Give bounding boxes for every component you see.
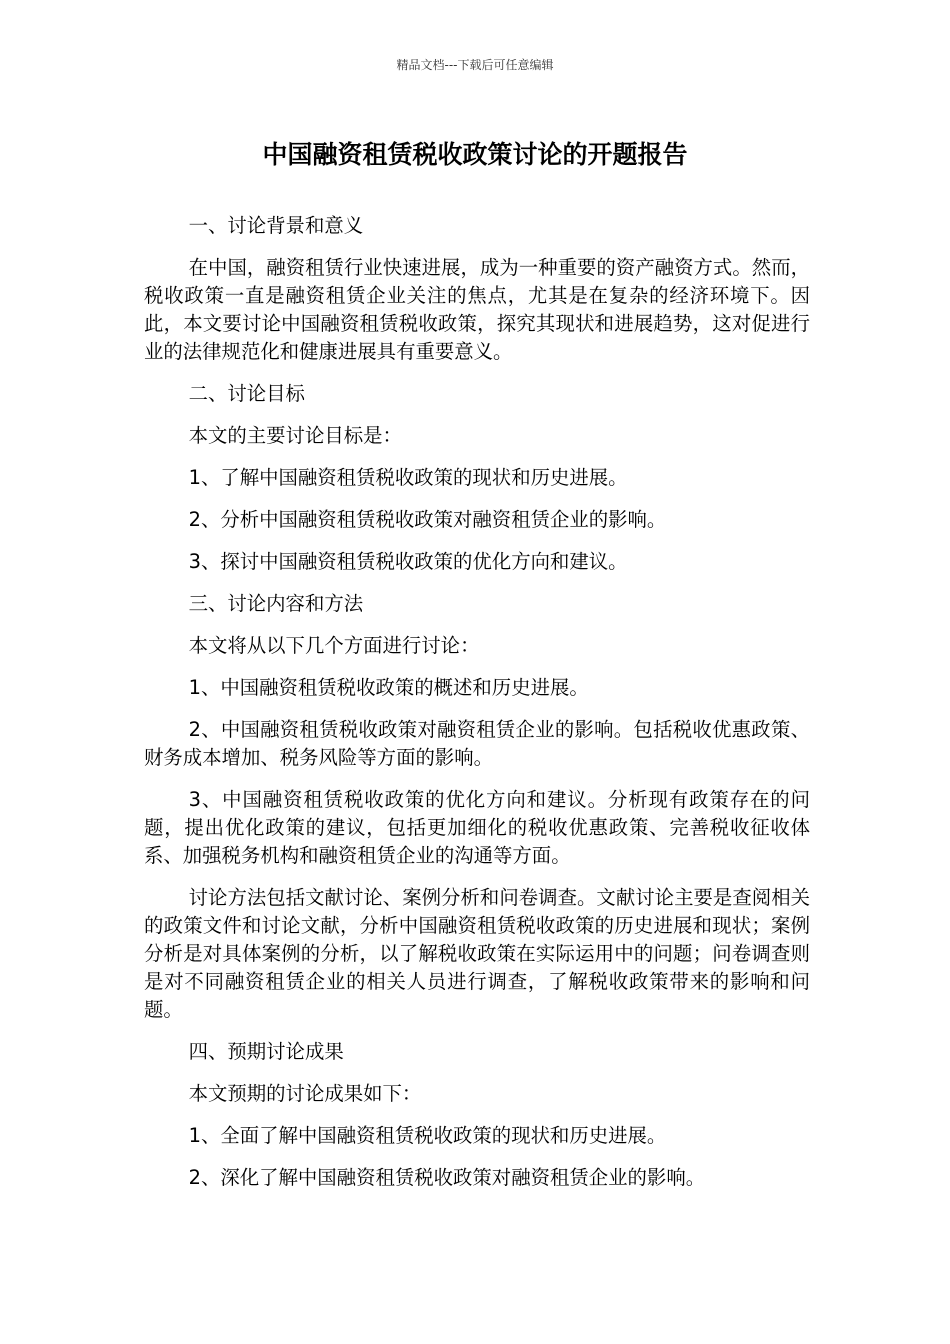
page-header-note: 精品文档---下载后可任意编辑 xyxy=(396,58,554,72)
list-item-goal-3: 3、探讨中国融资租赁税收政策的优化方向和建议。 xyxy=(188,550,628,573)
section-heading-expected-results: 四、预期讨论成果 xyxy=(188,1040,344,1063)
list-item-content-2: 2、中国融资租赁税收政策对融资租赁企业的影响。包括税收优惠政策、财务成本增加、税务风险等方面的影响。 xyxy=(144,718,810,769)
section-heading-background: 一、讨论背景和意义 xyxy=(188,214,364,237)
list-item-goal-2: 2、分析中国融资租赁税收政策对融资租赁企业的影响。 xyxy=(188,508,667,531)
section-heading-content-methods: 三、讨论内容和方法 xyxy=(188,592,364,615)
list-item-content-3: 3、中国融资租赁税收政策的优化方向和建议。分析现有政策存在的问题，提出优化政策的建议，包括更加细化的税收优惠政策、完善税收征收体系、加强税务机构和融资租赁企业的沟通等方面。 xyxy=(144,788,810,867)
list-item-result-1: 1、全面了解中国融资租赁税收政策的现状和历史进展。 xyxy=(188,1124,667,1147)
section-heading-goals: 二、讨论目标 xyxy=(188,382,305,405)
paragraph-results-intro: 本文预期的讨论成果如下： xyxy=(188,1082,422,1105)
paragraph-goals-intro: 本文的主要讨论目标是： xyxy=(188,424,402,447)
list-item-result-2: 2、深化了解中国融资租赁税收政策对融资租赁企业的影响。 xyxy=(188,1166,706,1189)
list-item-goal-1: 1、了解中国融资租赁税收政策的现状和历史进展。 xyxy=(188,466,628,489)
paragraph-methods: 讨论方法包括文献讨论、案例分析和问卷调查。文献讨论主要是查阅相关的政策文件和讨论文献，分析中国融资租赁税收政策的历史进展和现状；案例分析是对具体案例的分析，以了解税收政策在实际运用中的问题；问卷调查则是对不同融资租赁企业的相关人员进行调查，了解税收政策带来的影响和问题。 xyxy=(144,886,810,1021)
document-body xyxy=(144,212,810,1206)
list-item-content-1: 1、中国融资租赁税收政策的概述和历史进展。 xyxy=(188,676,589,699)
document-title: 中国融资租赁税收政策讨论的开题报告 xyxy=(262,140,688,169)
paragraph-background: 在中国，融资租赁行业快速进展，成为一种重要的资产融资方式。然而，税收政策一直是融资租赁企业关注的焦点，尤其是在复杂的经济环境下。因此，本文要讨论中国融资租赁税收政策，探究其现状和进展趋势，这对促进行业的法律规范化和健康进展具有重要意义。 xyxy=(144,256,810,363)
paragraph-content-intro: 本文将从以下几个方面进行讨论： xyxy=(188,634,480,657)
